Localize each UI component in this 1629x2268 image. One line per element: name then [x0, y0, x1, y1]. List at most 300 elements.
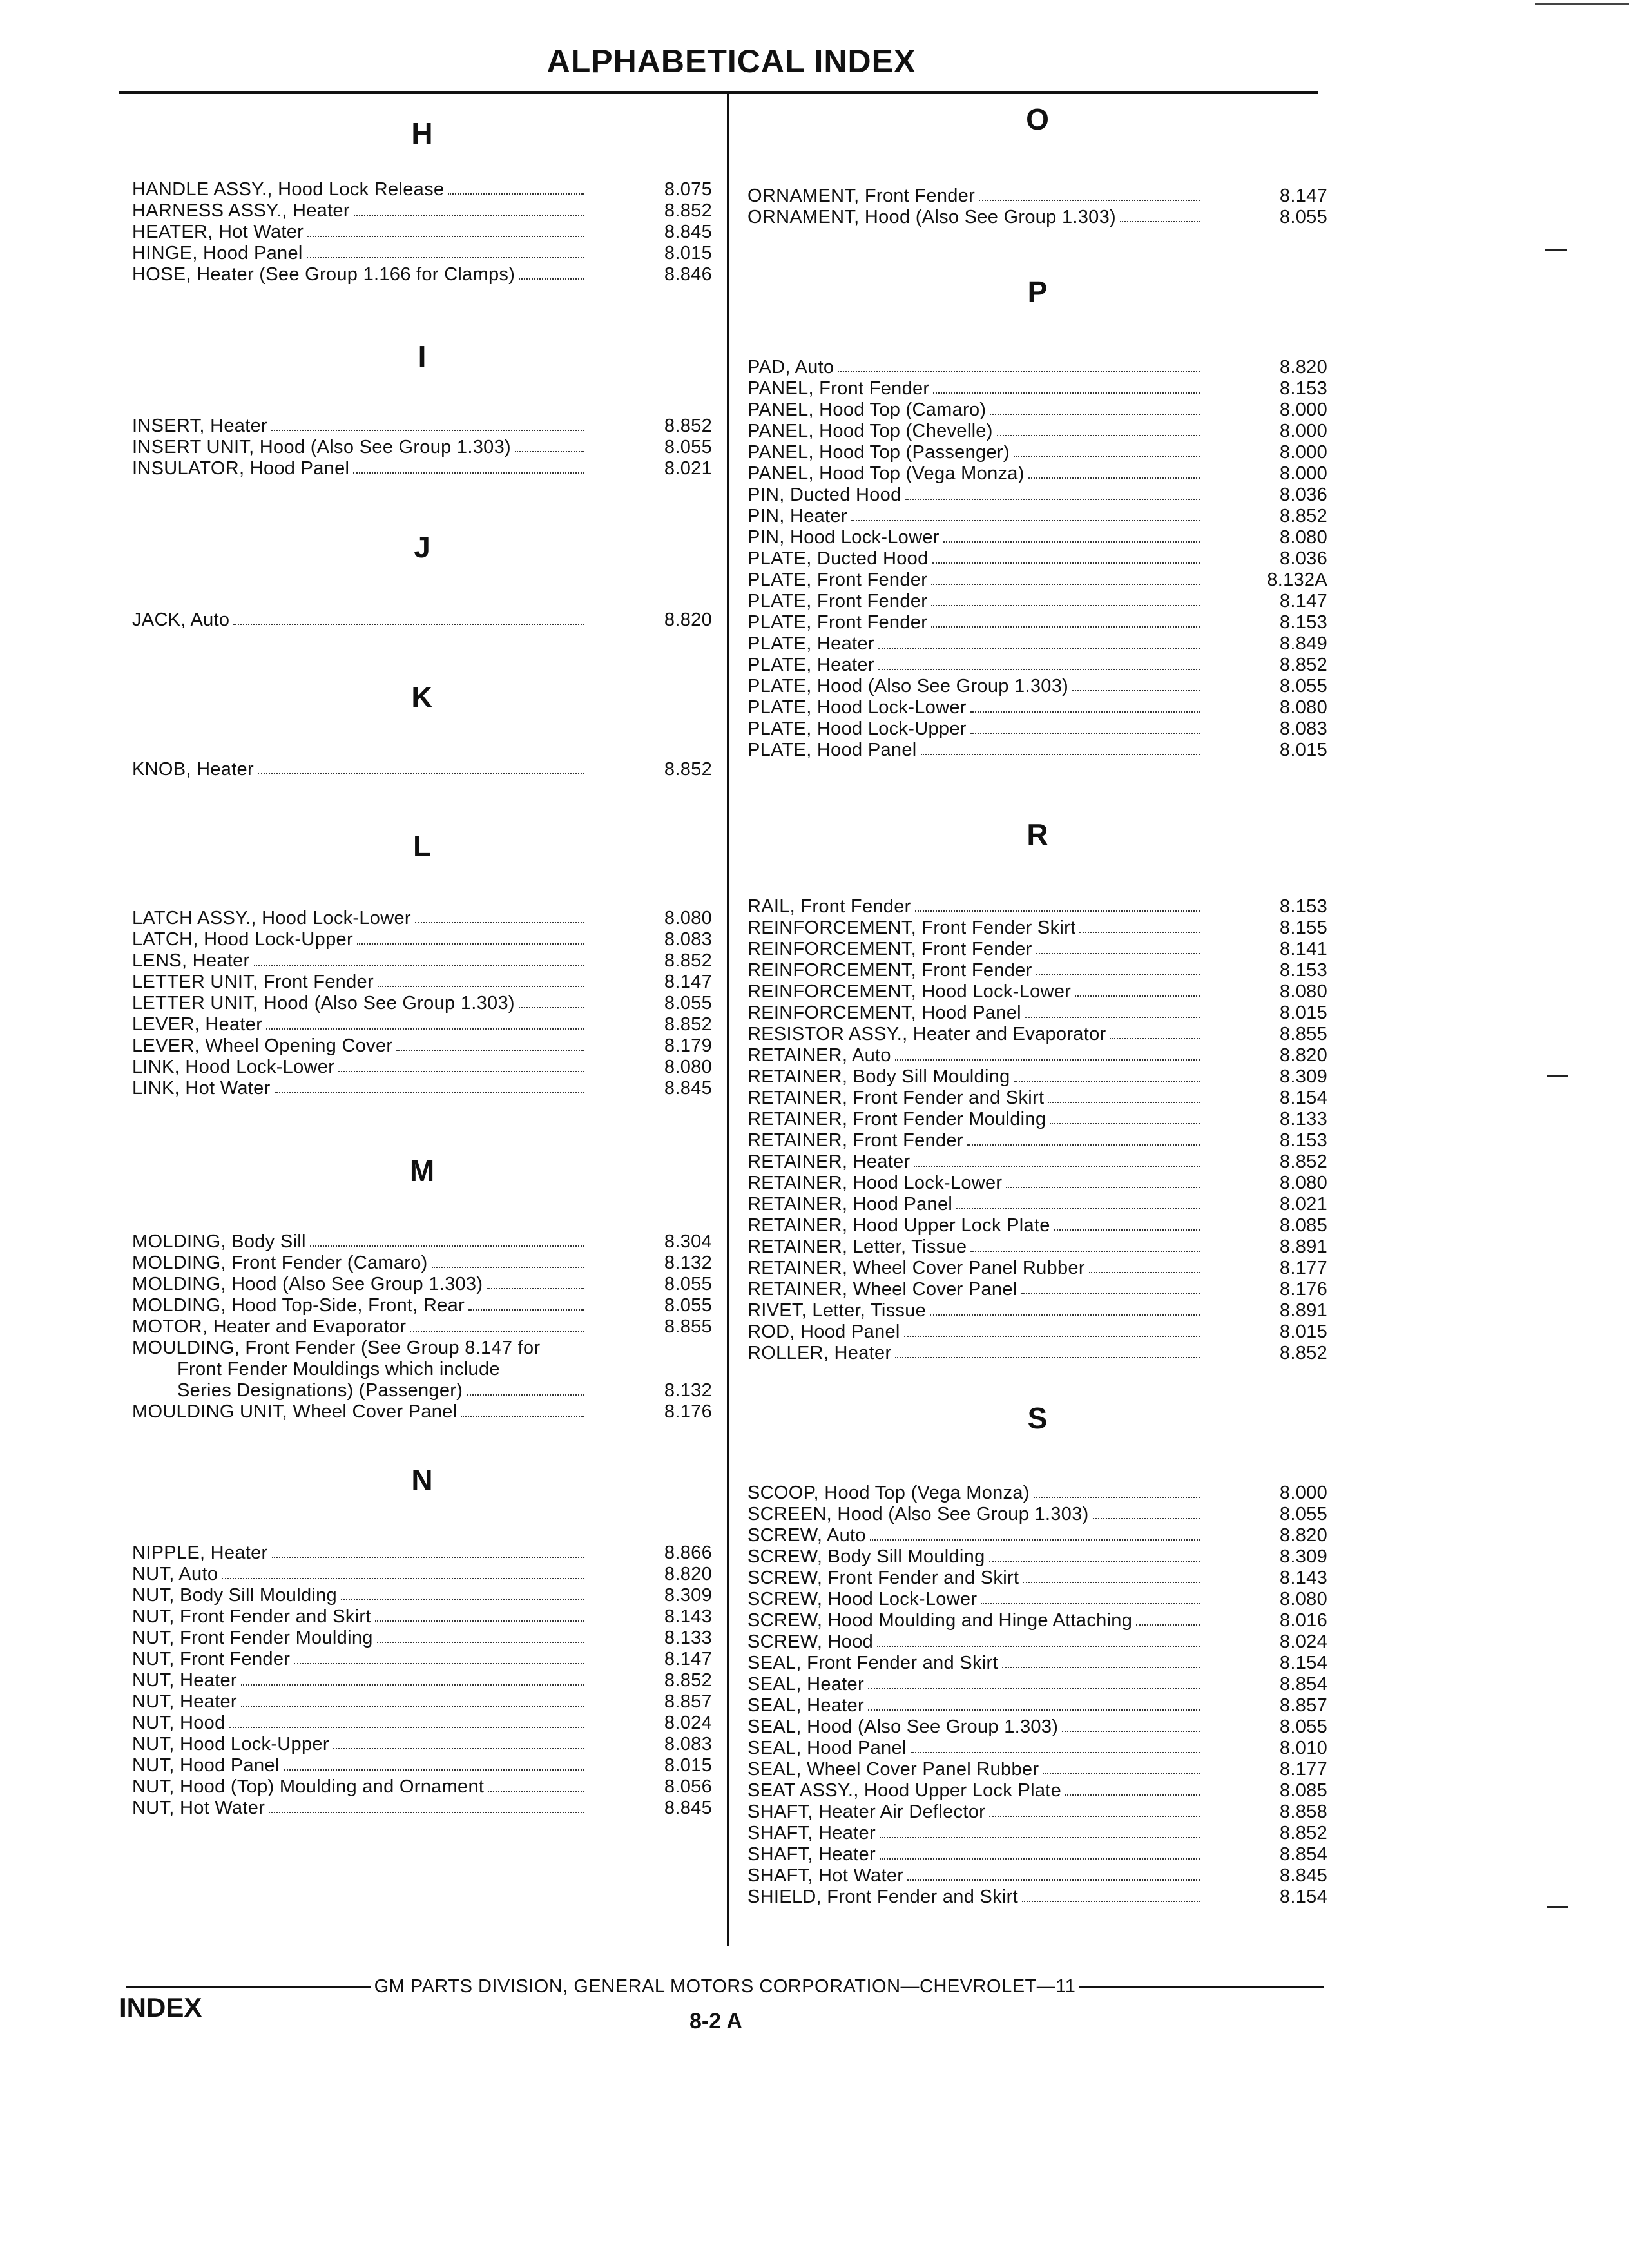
entry-text	[132, 1231, 590, 1253]
entry-group-number: 8.021	[1279, 1194, 1327, 1215]
dot-leader	[241, 1684, 584, 1686]
index-entry	[132, 1564, 718, 1585]
entry-text	[747, 1716, 1205, 1738]
entry-group-number: 8.080	[664, 1057, 712, 1077]
entry-group-number: 8.177	[1279, 1759, 1327, 1780]
entry-text	[747, 1173, 1205, 1194]
entry-text	[132, 1734, 590, 1755]
section-letter-l: L	[412, 829, 432, 863]
entry-name: SCOOP, Hood Top (Vega Monza)	[747, 1483, 1030, 1503]
entry-text	[747, 612, 1205, 633]
entry-text	[132, 200, 590, 222]
index-entry	[132, 1542, 718, 1564]
entry-group-number: 8.177	[1279, 1258, 1327, 1278]
entry-name: RETAINER, Front Fender	[747, 1130, 963, 1151]
entry-text	[132, 908, 590, 929]
entry-text	[747, 939, 1205, 960]
section-letter-h: H	[411, 117, 433, 150]
index-entry	[132, 1078, 718, 1099]
index-entry	[132, 1035, 718, 1057]
entry-name: PANEL, Hood Top (Vega Monza)	[747, 463, 1025, 484]
entry-text	[132, 1274, 590, 1295]
index-entry	[132, 1713, 718, 1734]
entry-text	[747, 960, 1205, 981]
index-entry	[747, 939, 1327, 960]
entry-group-number: 8.133	[664, 1628, 712, 1648]
entry-name: NUT, Hood (Top) Moulding and Ornament	[132, 1776, 485, 1797]
index-entry	[132, 1014, 718, 1035]
entry-group-number: 8.153	[1279, 1130, 1327, 1151]
index-entry	[132, 759, 718, 780]
dot-leader	[967, 1144, 1200, 1146]
entry-name: NUT, Auto	[132, 1564, 218, 1584]
index-entry	[747, 655, 1327, 676]
entry-group-number: 8.176	[1279, 1279, 1327, 1300]
entry-name: ROLLER, Heater	[747, 1343, 892, 1363]
entry-text	[132, 1401, 590, 1423]
entry-name: RETAINER, Wheel Cover Panel Rubber	[747, 1258, 1085, 1278]
entry-text	[747, 207, 1205, 228]
dot-leader	[943, 541, 1200, 543]
entry-text	[747, 1024, 1205, 1045]
index-entry	[747, 1300, 1327, 1321]
dot-leader	[467, 1394, 584, 1396]
entry-text	[747, 1088, 1205, 1109]
dot-leader	[970, 711, 1200, 713]
dot-leader	[272, 1557, 584, 1558]
entry-name: NUT, Front Fender	[132, 1649, 291, 1669]
entry-group-number: 8.153	[1279, 896, 1327, 917]
dot-leader	[284, 1769, 584, 1771]
index-entry	[747, 1236, 1327, 1258]
entry-name: Series Designations) (Passenger)	[177, 1380, 463, 1401]
dot-leader	[1065, 1794, 1200, 1796]
entry-group-number: 8.891	[1279, 1300, 1327, 1321]
index-entry	[747, 1823, 1327, 1844]
entry-group-number: 8.036	[1279, 548, 1327, 569]
entry-group-number: 8.304	[664, 1231, 712, 1252]
dot-leader	[307, 236, 584, 237]
dot-leader	[915, 910, 1200, 912]
dot-leader	[1120, 221, 1200, 222]
entry-name: MOLDING, Hood (Also See Group 1.303)	[132, 1274, 483, 1294]
dot-leader	[269, 1812, 584, 1813]
dot-leader	[1089, 1272, 1200, 1273]
index-entry	[747, 896, 1327, 918]
dot-leader	[1014, 456, 1200, 457]
index-entry	[132, 1776, 718, 1798]
entry-name: PLATE, Front Fender	[747, 570, 928, 590]
entry-name: PANEL, Hood Top (Camaro)	[747, 399, 987, 420]
dot-leader	[1079, 932, 1200, 933]
entry-name: REINFORCEMENT, Front Fender Skirt	[747, 918, 1076, 938]
title-rule	[119, 91, 1318, 94]
index-entry	[747, 527, 1327, 548]
entry-text	[747, 548, 1205, 570]
dot-leader	[895, 1059, 1200, 1061]
entry-name: SHIELD, Front Fender and Skirt	[747, 1887, 1018, 1907]
entry-group-number: 8.132	[664, 1253, 712, 1273]
dot-leader	[448, 193, 584, 195]
dot-leader	[1025, 1017, 1200, 1018]
entry-text	[132, 179, 590, 200]
entry-group-number: 8.080	[1279, 1173, 1327, 1193]
entry-group-number: 8.055	[664, 1295, 712, 1316]
entry-text	[747, 485, 1205, 506]
dot-leader	[931, 626, 1200, 628]
entry-group-number: 8.132A	[1267, 570, 1327, 590]
index-entry	[747, 570, 1327, 591]
entry-name: REINFORCEMENT, Hood Lock-Lower	[747, 981, 1072, 1002]
index-entry	[747, 1066, 1327, 1088]
dot-leader	[921, 754, 1200, 755]
entry-group-number: 8.153	[1279, 612, 1327, 633]
entry-group-number: 8.024	[1279, 1631, 1327, 1652]
entry-group-number: 8.085	[1279, 1215, 1327, 1236]
entry-text	[132, 1057, 590, 1078]
index-entry	[747, 1258, 1327, 1279]
entry-text	[132, 993, 590, 1014]
entry-group-number: 8.055	[1279, 1716, 1327, 1737]
index-entry	[132, 1691, 718, 1713]
index-entry	[747, 1738, 1327, 1759]
entry-group-number: 8.000	[1279, 399, 1327, 420]
entry-name: NUT, Hood Lock-Upper	[132, 1734, 329, 1754]
entry-name: SEAL, Heater	[747, 1674, 864, 1695]
index-entry	[132, 179, 718, 200]
entry-text	[132, 243, 590, 264]
entry-group-number: 8.820	[664, 610, 712, 630]
entry-text	[747, 918, 1205, 939]
dot-leader	[1075, 995, 1200, 997]
entry-name: NUT, Body Sill Moulding	[132, 1585, 337, 1606]
entry-group-number: 8.858	[1279, 1802, 1327, 1822]
entry-group-number: 8.000	[1279, 463, 1327, 484]
entry-group-number: 8.055	[664, 993, 712, 1014]
dot-leader	[905, 499, 1200, 500]
index-entry	[747, 1109, 1327, 1130]
dot-leader	[488, 1791, 584, 1792]
entry-name: LATCH ASSY., Hood Lock-Lower	[132, 908, 411, 928]
dot-leader	[1006, 1187, 1200, 1188]
entry-group-number: 8.080	[1279, 527, 1327, 548]
entry-name: RETAINER, Heater	[747, 1151, 911, 1172]
entry-text	[747, 1844, 1205, 1865]
index-entry	[747, 1003, 1327, 1024]
entry-name: PANEL, Hood Top (Passenger)	[747, 442, 1010, 463]
entry-text	[747, 697, 1205, 718]
entry-name: REINFORCEMENT, Front Fender	[747, 939, 1032, 959]
index-list-k	[132, 759, 718, 780]
entry-text	[747, 676, 1205, 697]
entry-text	[747, 718, 1205, 740]
entry-text	[747, 1483, 1205, 1504]
entry-name: ORNAMENT, Front Fender	[747, 186, 976, 206]
footer-section-label: INDEX	[119, 1992, 202, 2023]
index-entry	[132, 1231, 718, 1253]
entry-group-number: 8.845	[664, 222, 712, 242]
index-list-m	[132, 1231, 718, 1423]
entry-name: PLATE, Hood Panel	[747, 740, 917, 760]
entry-text	[132, 1585, 590, 1606]
entry-name: SEAL, Wheel Cover Panel Rubber	[747, 1759, 1039, 1780]
entry-group-number: 8.083	[664, 929, 712, 950]
index-entry	[747, 1045, 1327, 1066]
entry-text	[747, 1589, 1205, 1610]
dot-leader	[415, 922, 584, 923]
entry-group-number: 8.852	[664, 416, 712, 436]
dot-leader	[354, 215, 584, 216]
section-letter-s: S	[1027, 1401, 1048, 1435]
entry-name: SCREW, Front Fender and Skirt	[747, 1568, 1019, 1588]
dot-leader	[878, 669, 1200, 670]
entry-text	[747, 463, 1205, 485]
entry-text	[132, 264, 590, 285]
entry-text	[132, 1755, 590, 1776]
index-entry	[132, 1380, 718, 1401]
entry-name: SCREW, Hood Moulding and Hinge Attaching	[747, 1610, 1133, 1631]
entry-name: PLATE, Ducted Hood	[747, 548, 929, 569]
entry-text	[747, 981, 1205, 1003]
entry-group-number: 8.855	[1279, 1024, 1327, 1044]
entry-group-number: 8.055	[1279, 676, 1327, 697]
entry-text	[747, 1109, 1205, 1130]
index-entry	[747, 1589, 1327, 1610]
entry-group-number: 8.010	[1279, 1738, 1327, 1758]
entry-group-number: 8.820	[664, 1564, 712, 1584]
entry-text	[747, 1865, 1205, 1887]
index-entry	[132, 1274, 718, 1295]
dot-leader	[877, 1646, 1200, 1647]
entry-group-number: 8.154	[1279, 1088, 1327, 1108]
margin-tick-mark	[1547, 1075, 1568, 1077]
index-entry	[132, 1057, 718, 1078]
entry-name: PIN, Heater	[747, 506, 847, 526]
index-entry	[747, 1215, 1327, 1236]
index-entry	[132, 1798, 718, 1819]
index-entry	[747, 1194, 1327, 1215]
entry-name: HINGE, Hood Panel	[132, 243, 303, 264]
entry-name: RETAINER, Body Sill Moulding	[747, 1066, 1010, 1087]
index-entry	[747, 1483, 1327, 1504]
entry-group-number: 8.852	[1279, 655, 1327, 675]
entry-group-number: 8.849	[1279, 633, 1327, 654]
index-entry	[132, 458, 718, 479]
entry-group-number: 8.080	[1279, 981, 1327, 1002]
entry-group-number: 8.085	[1279, 1780, 1327, 1801]
entry-group-number: 8.857	[664, 1691, 712, 1712]
entry-text	[132, 416, 590, 437]
index-entry	[747, 506, 1327, 527]
entry-text	[747, 1215, 1205, 1236]
entry-name: RETAINER, Hood Lock-Lower	[747, 1173, 1003, 1193]
index-entry	[132, 1628, 718, 1649]
entry-name: LATCH, Hood Lock-Upper	[132, 929, 353, 950]
entry-group-number: 8.015	[1279, 1003, 1327, 1023]
dot-leader	[1034, 1497, 1200, 1498]
dot-leader	[930, 1314, 1200, 1316]
dot-leader	[970, 1251, 1200, 1252]
entry-text	[132, 1295, 590, 1316]
page-title: ALPHABETICAL INDEX	[546, 43, 916, 79]
dot-leader	[1048, 1102, 1200, 1103]
dot-leader	[1028, 477, 1200, 479]
dot-leader	[933, 392, 1200, 394]
index-entry	[132, 200, 718, 222]
entry-text	[132, 1035, 590, 1057]
entry-name: HEATER, Hot Water	[132, 222, 304, 242]
index-list-j	[132, 610, 718, 631]
index-entry	[747, 1279, 1327, 1300]
index-entry	[132, 1670, 718, 1691]
entry-text	[132, 1713, 590, 1734]
entry-name: INSULATOR, Hood Panel	[132, 458, 350, 479]
entry-text	[132, 1564, 590, 1585]
dot-leader	[990, 414, 1200, 415]
dot-leader	[1022, 1901, 1200, 1902]
index-entry	[747, 591, 1327, 612]
entry-name: MOULDING UNIT, Wheel Cover Panel	[132, 1401, 458, 1422]
dot-leader	[911, 1752, 1200, 1753]
entry-name: HOSE, Heater (See Group 1.166 for Clamps)	[132, 264, 516, 285]
entry-group-number: 8.147	[1279, 591, 1327, 611]
index-entry	[747, 1525, 1327, 1546]
entry-text	[747, 1802, 1205, 1823]
entry-text	[132, 1078, 590, 1099]
entry-name: MOLDING, Hood Top-Side, Front, Rear	[132, 1295, 465, 1316]
index-entry	[747, 207, 1327, 228]
index-entry	[747, 1802, 1327, 1823]
index-list-n	[132, 1542, 718, 1819]
dot-leader	[461, 1416, 584, 1417]
dot-leader	[353, 472, 584, 474]
footer-rule-right	[1079, 1986, 1324, 1988]
entry-name: SCREEN, Hood (Also See Group 1.303)	[747, 1504, 1089, 1524]
dot-leader	[1023, 1582, 1200, 1583]
entry-group-number: 8.891	[1279, 1236, 1327, 1257]
entry-name: LEVER, Wheel Opening Cover	[132, 1035, 393, 1056]
dot-leader	[880, 1837, 1200, 1838]
margin-tick-mark	[1545, 249, 1567, 251]
index-entry	[747, 676, 1327, 697]
entry-text	[132, 929, 590, 950]
dot-leader	[956, 1208, 1200, 1209]
entry-group-number: 8.132	[664, 1380, 712, 1401]
entry-text	[747, 506, 1205, 527]
entry-name: RETAINER, Wheel Cover Panel	[747, 1279, 1017, 1300]
index-entry	[747, 1151, 1327, 1173]
entry-group-number: 8.857	[1279, 1695, 1327, 1716]
entry-text	[747, 1003, 1205, 1024]
entry-group-number: 8.147	[1279, 186, 1327, 206]
entry-text	[747, 591, 1205, 612]
section-letter-k: K	[411, 680, 433, 714]
entry-name: SHAFT, Heater	[747, 1844, 876, 1865]
index-entry	[132, 1316, 718, 1338]
entry-group-number: 8.866	[664, 1542, 712, 1563]
index-entry	[132, 437, 718, 458]
dot-leader	[468, 1309, 584, 1311]
entry-name: RETAINER, Hood Panel	[747, 1194, 953, 1215]
entry-name: SHAFT, Heater	[747, 1823, 876, 1843]
dot-leader	[294, 1663, 584, 1664]
entry-group-number: 8.852	[1279, 1343, 1327, 1363]
index-entry	[747, 1546, 1327, 1568]
index-entry	[132, 243, 718, 264]
entry-group-number: 8.153	[1279, 960, 1327, 981]
entry-text	[132, 1606, 590, 1628]
index-entry	[747, 1610, 1327, 1631]
entry-name: INSERT UNIT, Hood (Also See Group 1.303)	[132, 437, 511, 457]
entry-text	[132, 1542, 590, 1564]
entry-name: PIN, Ducted Hood	[747, 485, 901, 505]
entry-name: JACK, Auto	[132, 610, 230, 630]
index-entry	[747, 1321, 1327, 1343]
entry-name: RETAINER, Front Fender Moulding	[747, 1109, 1046, 1129]
index-entry	[747, 485, 1327, 506]
entry-name: Front Fender Mouldings which include	[177, 1359, 500, 1379]
entry-text	[747, 1823, 1205, 1844]
entry-group-number: 8.015	[664, 243, 712, 264]
entry-text	[747, 1610, 1205, 1631]
index-entry	[132, 993, 718, 1014]
entry-group-number: 8.154	[1279, 1653, 1327, 1673]
entry-text	[132, 1670, 590, 1691]
index-entry	[747, 1887, 1327, 1908]
entry-group-number: 8.179	[664, 1035, 712, 1056]
index-entry	[747, 1759, 1327, 1780]
entry-name: SEAL, Heater	[747, 1695, 864, 1716]
entry-group-number: 8.820	[1279, 1525, 1327, 1546]
entry-name: PLATE, Hood (Also See Group 1.303)	[747, 676, 1069, 697]
entry-group-number: 8.036	[1279, 485, 1327, 505]
index-entry	[132, 610, 718, 631]
entry-name: MOULDING, Front Fender (See Group 8.147 for	[132, 1338, 541, 1358]
entry-group-number: 8.021	[664, 458, 712, 479]
index-entry	[747, 697, 1327, 718]
dot-leader	[914, 1166, 1200, 1167]
dot-leader	[266, 1028, 584, 1030]
entry-text	[747, 896, 1205, 918]
index-entry	[132, 950, 718, 972]
entry-group-number: 8.147	[664, 972, 712, 992]
entry-text	[747, 1887, 1205, 1908]
entry-name: RETAINER, Front Fender and Skirt	[747, 1088, 1045, 1108]
index-list-s	[747, 1483, 1327, 1908]
index-entry	[747, 421, 1327, 442]
section-letter-r: R	[1027, 818, 1048, 851]
entry-name: SEAL, Hood Panel	[747, 1738, 907, 1758]
entry-name: KNOB, Heater	[132, 759, 254, 780]
entry-group-number: 8.845	[664, 1798, 712, 1818]
dot-leader	[895, 1357, 1200, 1358]
index-entry	[747, 981, 1327, 1003]
entry-name: PLATE, Heater	[747, 655, 874, 675]
entry-text	[747, 1151, 1205, 1173]
entry-group-number: 8.143	[664, 1606, 712, 1627]
entry-group-number: 8.133	[1279, 1109, 1327, 1129]
entry-text	[747, 1066, 1205, 1088]
index-entry	[747, 1568, 1327, 1589]
entry-group-number: 8.852	[664, 1670, 712, 1691]
dot-leader	[868, 1688, 1200, 1689]
section-letter-p: P	[1027, 275, 1048, 309]
entry-group-number: 8.056	[664, 1776, 712, 1797]
entry-text	[132, 222, 590, 243]
footer-page-number: 8-2 A	[689, 2009, 742, 2033]
entry-name: SEAT ASSY., Hood Upper Lock Plate	[747, 1780, 1062, 1801]
entry-name: SCREW, Auto	[747, 1525, 866, 1546]
